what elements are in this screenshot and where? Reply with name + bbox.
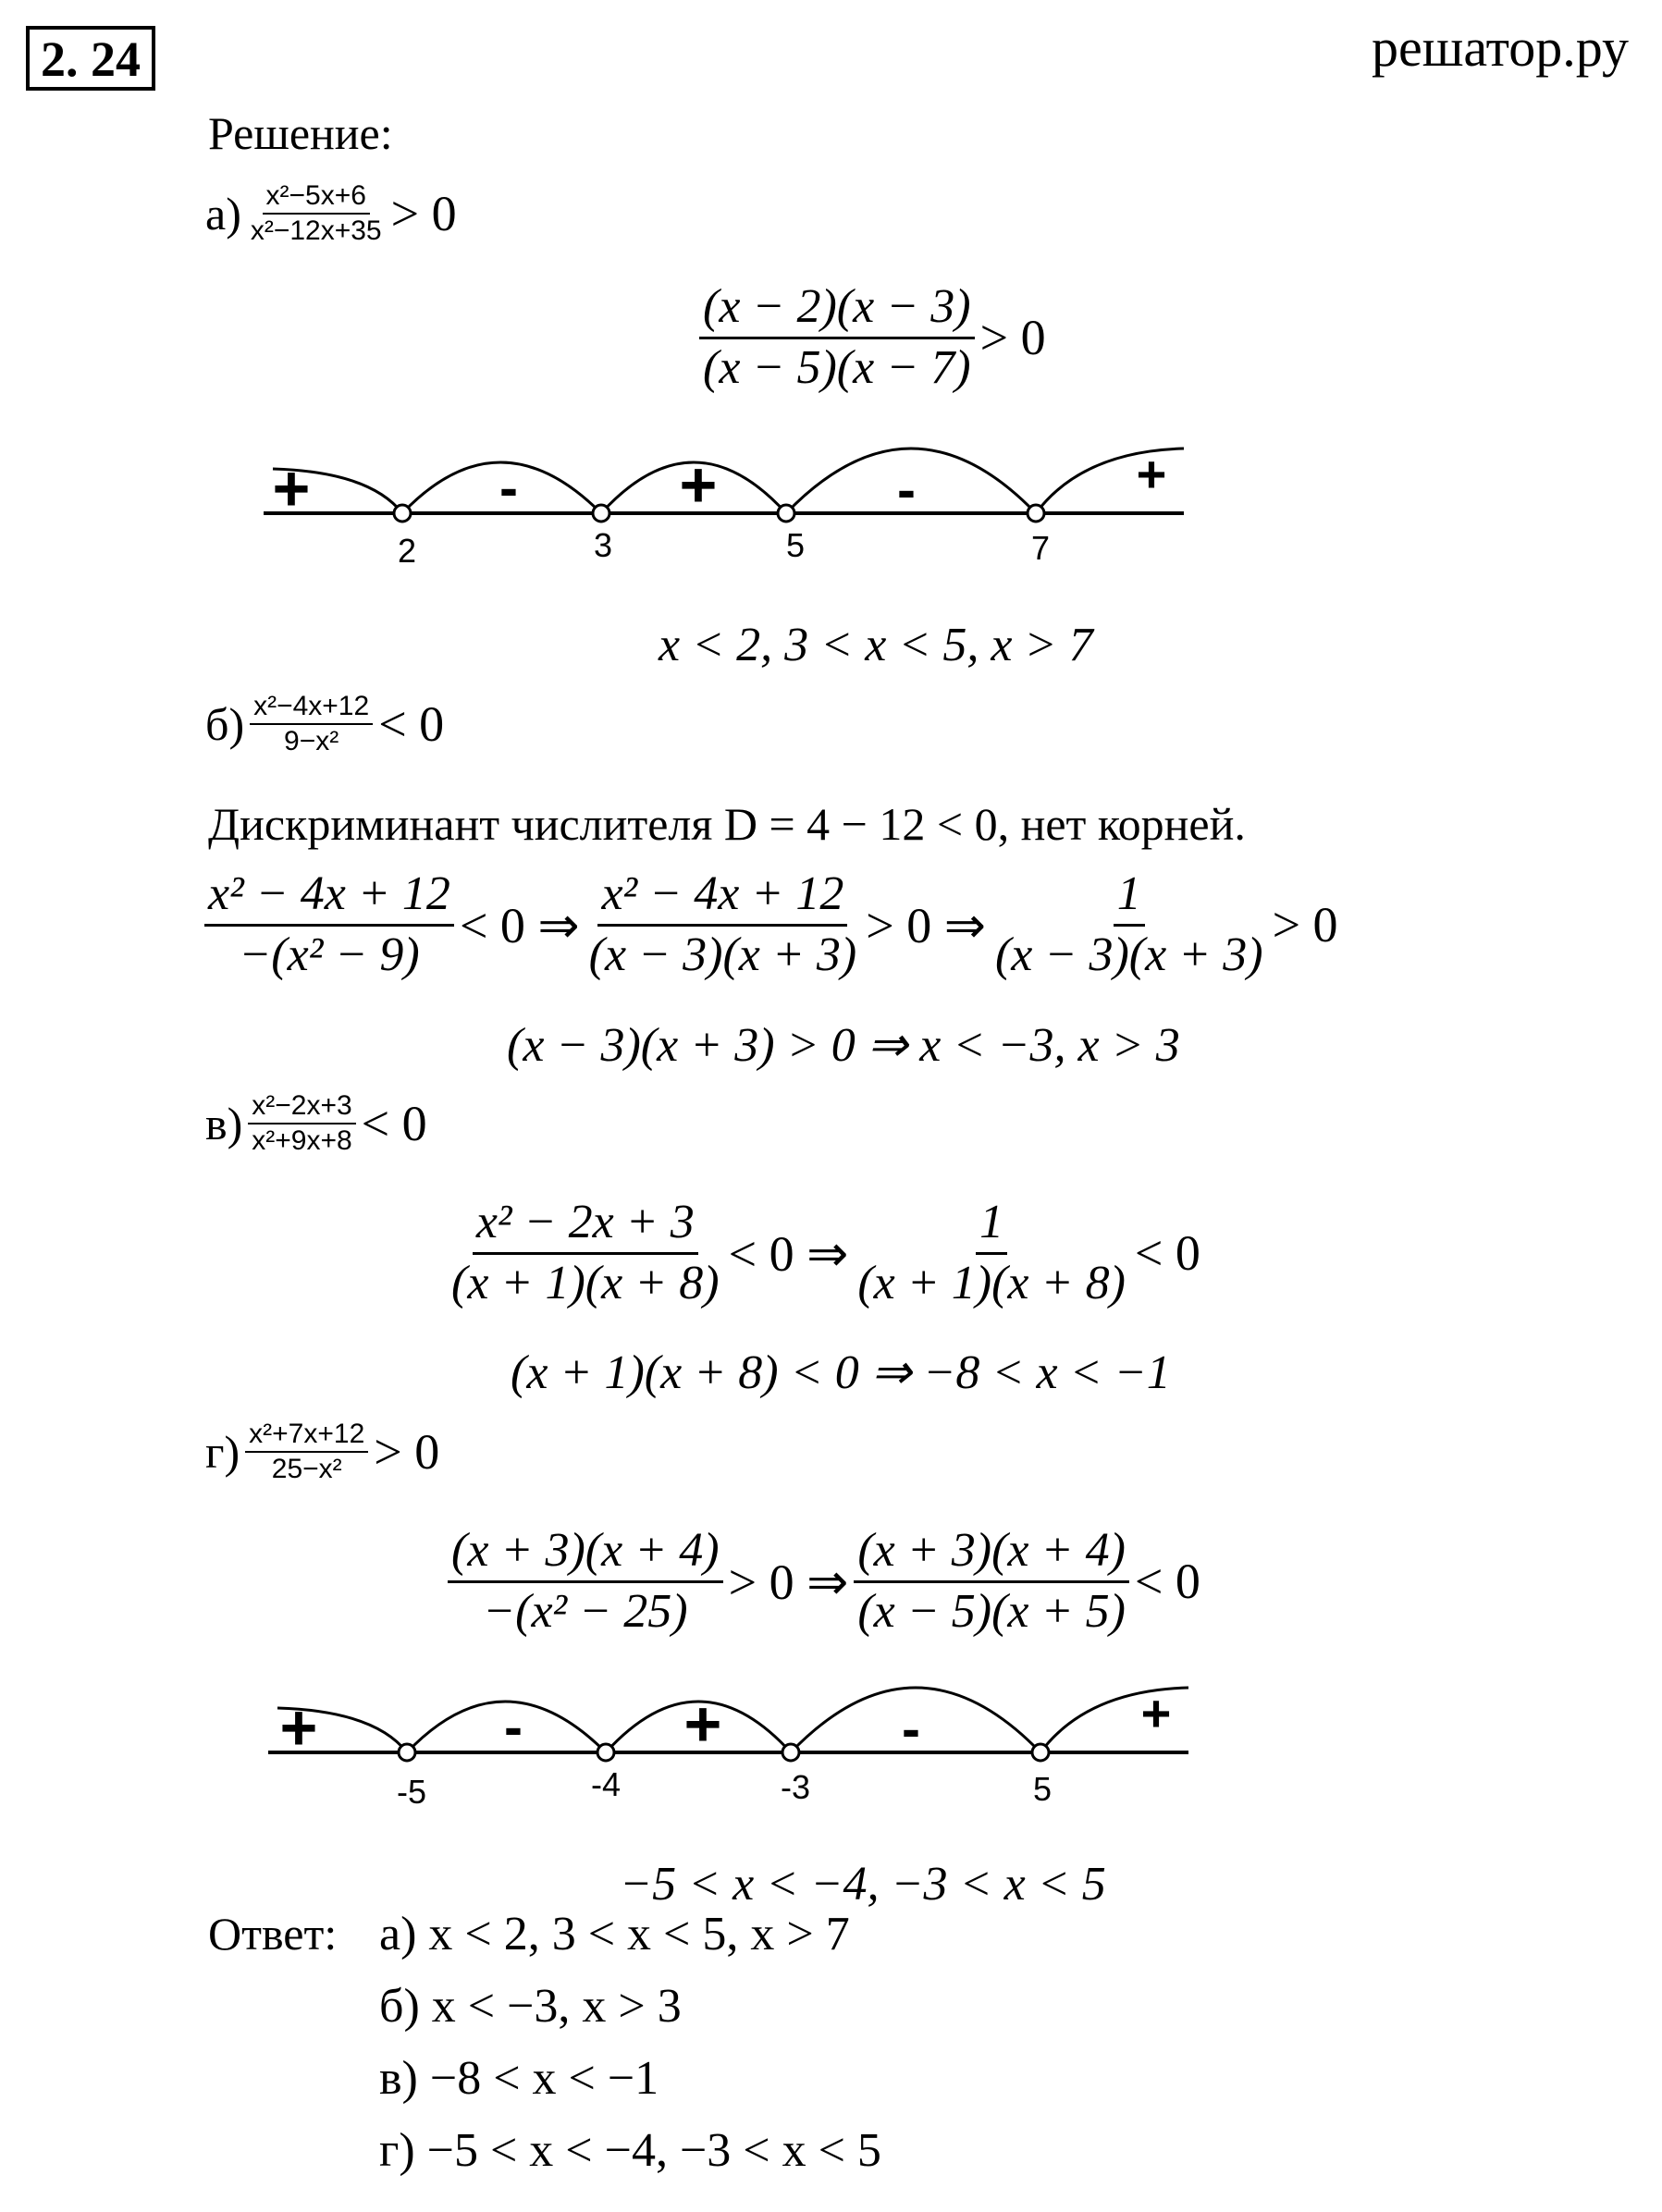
fraction-numerator: (x + 3)(x + 4) — [854, 1526, 1129, 1583]
point-label: 7 — [1030, 529, 1051, 567]
point-label: -5 — [396, 1773, 427, 1811]
part-g-given-fraction — [245, 1419, 368, 1483]
fraction-denominator: 9−x² — [284, 725, 339, 756]
sign-label: + — [1140, 1684, 1172, 1742]
fraction-numerator: x²−4x+12 — [250, 692, 373, 725]
sign-label: + — [279, 1691, 318, 1763]
fraction-numerator: 1 — [976, 1198, 1007, 1255]
relation: < 0 — [361, 1095, 427, 1151]
fraction-denominator: −(x² − 9) — [239, 928, 420, 981]
part-v-steps — [442, 1198, 1200, 1309]
answer-v: в) −8 < x < −1 — [379, 2052, 659, 2105]
sign-label: - — [504, 1696, 523, 1758]
relation: > 0 — [374, 1423, 440, 1480]
point-label: 5 — [1032, 1770, 1053, 1808]
part-v-given — [205, 1091, 427, 1155]
open-point — [1032, 1744, 1049, 1761]
solution-heading: Решение: — [208, 107, 393, 159]
sign-label: - — [902, 1698, 920, 1760]
fraction-numerator: x² − 4x + 12 — [597, 869, 847, 927]
fraction-denominator: (x − 5)(x − 7) — [703, 340, 971, 394]
part-b-step1-fraction — [204, 869, 454, 980]
part-v-given-fraction — [248, 1091, 355, 1155]
fraction-denominator: (x − 3)(x + 3) — [588, 928, 857, 981]
relation: > 0 ⇒ — [728, 1554, 849, 1610]
relation: < 0 — [378, 695, 445, 752]
open-point — [394, 505, 411, 522]
part-b-solution: (x − 3)(x + 3) > 0 ⇒ x < −3, x > 3 — [507, 1019, 1180, 1072]
point-label: -3 — [780, 1768, 811, 1806]
sign-label: + — [679, 449, 718, 521]
part-g-number-line — [264, 1674, 1207, 1822]
part-a-label: а) — [205, 187, 241, 240]
part-v-step1-fraction — [448, 1198, 723, 1309]
part-v-solution: (x + 1)(x + 8) < 0 ⇒ −8 < x < −1 — [511, 1346, 1171, 1399]
relation: < 0 ⇒ — [459, 897, 580, 953]
fraction-numerator: x² − 4x + 12 — [204, 869, 454, 927]
part-b-step3-fraction — [991, 869, 1267, 980]
open-point — [1028, 505, 1044, 522]
fraction-denominator: 25−x² — [271, 1453, 342, 1484]
part-b-given-fraction — [250, 692, 373, 756]
part-g-solution: −5 < x < −4, −3 < x < 5 — [620, 1858, 1106, 1911]
sign-label: + — [272, 452, 311, 524]
relation: > 0 — [1272, 897, 1338, 953]
point-label: -4 — [590, 1765, 622, 1803]
answer-b: б) x < −3, x > 3 — [379, 1980, 682, 2033]
open-point — [399, 1744, 415, 1761]
fraction-numerator: 1 — [1114, 869, 1145, 927]
sign-label: - — [897, 459, 916, 521]
problem-number: 2. 24 — [26, 26, 155, 91]
part-a-factored — [694, 282, 1046, 393]
sign-label: + — [683, 1688, 722, 1760]
fraction-denominator: (x + 1)(x + 8) — [857, 1256, 1126, 1309]
answer-a: а) x < 2, 3 < x < 5, x > 7 — [379, 1908, 850, 1960]
answer-g: г) −5 < x < −4, −3 < x < 5 — [379, 2124, 881, 2177]
part-a-factored-fraction — [699, 282, 975, 393]
site-name: решатор.ру — [1372, 18, 1629, 78]
fraction-numerator: (x − 2)(x − 3) — [699, 282, 975, 339]
open-point — [778, 505, 794, 522]
part-b-given — [205, 692, 444, 756]
part-b-discriminant: Дискриминант числителя D = 4 − 12 < 0, нет корней. — [208, 798, 1246, 850]
fraction-denominator: −(x² − 25) — [483, 1584, 688, 1638]
fraction-numerator: x²+7x+12 — [245, 1419, 368, 1453]
fraction-numerator: x²−5x+6 — [263, 181, 370, 215]
open-point — [597, 1744, 614, 1761]
fraction-denominator: x²+9x+8 — [252, 1124, 352, 1156]
part-g-steps — [442, 1526, 1200, 1637]
part-a-solution: x < 2, 3 < x < 5, x > 7 — [659, 619, 1093, 671]
point-label: 2 — [397, 532, 417, 570]
relation: > 0 ⇒ — [866, 897, 986, 953]
part-b-step2-fraction — [585, 869, 861, 980]
sign-label: - — [499, 457, 518, 519]
answer-label: Ответ: — [208, 1908, 338, 1960]
fraction-numerator: x² − 2x + 3 — [473, 1198, 698, 1255]
part-a-given — [205, 181, 457, 245]
part-a-given-fraction — [247, 181, 386, 245]
fraction-denominator: x²−12x+35 — [250, 215, 382, 246]
part-g-step1-fraction — [448, 1526, 723, 1637]
open-point — [782, 1744, 799, 1761]
part-b-steps — [199, 869, 1338, 980]
part-v-step2-fraction — [854, 1198, 1129, 1309]
fraction-denominator: (x − 5)(x + 5) — [857, 1584, 1126, 1638]
relation: < 0 ⇒ — [728, 1225, 849, 1282]
relation: < 0 — [1134, 1554, 1200, 1610]
fraction-denominator: (x + 1)(x + 8) — [451, 1256, 720, 1309]
sign-label: + — [1136, 445, 1167, 503]
point-label: 3 — [593, 526, 613, 564]
part-g-step2-fraction — [854, 1526, 1129, 1637]
part-g-given — [205, 1419, 439, 1483]
fraction-numerator: x²−2x+3 — [248, 1091, 355, 1124]
relation: < 0 — [1134, 1225, 1200, 1282]
part-b-label: б) — [205, 697, 245, 750]
part-a-number-line — [259, 435, 1202, 583]
relation: > 0 — [979, 310, 1046, 366]
point-label: 5 — [785, 526, 806, 564]
relation: > 0 — [390, 185, 457, 241]
open-point — [593, 505, 609, 522]
part-v-label: в) — [205, 1097, 243, 1149]
fraction-numerator: (x + 3)(x + 4) — [448, 1526, 723, 1583]
fraction-denominator: (x − 3)(x + 3) — [994, 928, 1263, 981]
part-g-label: г) — [205, 1425, 240, 1478]
